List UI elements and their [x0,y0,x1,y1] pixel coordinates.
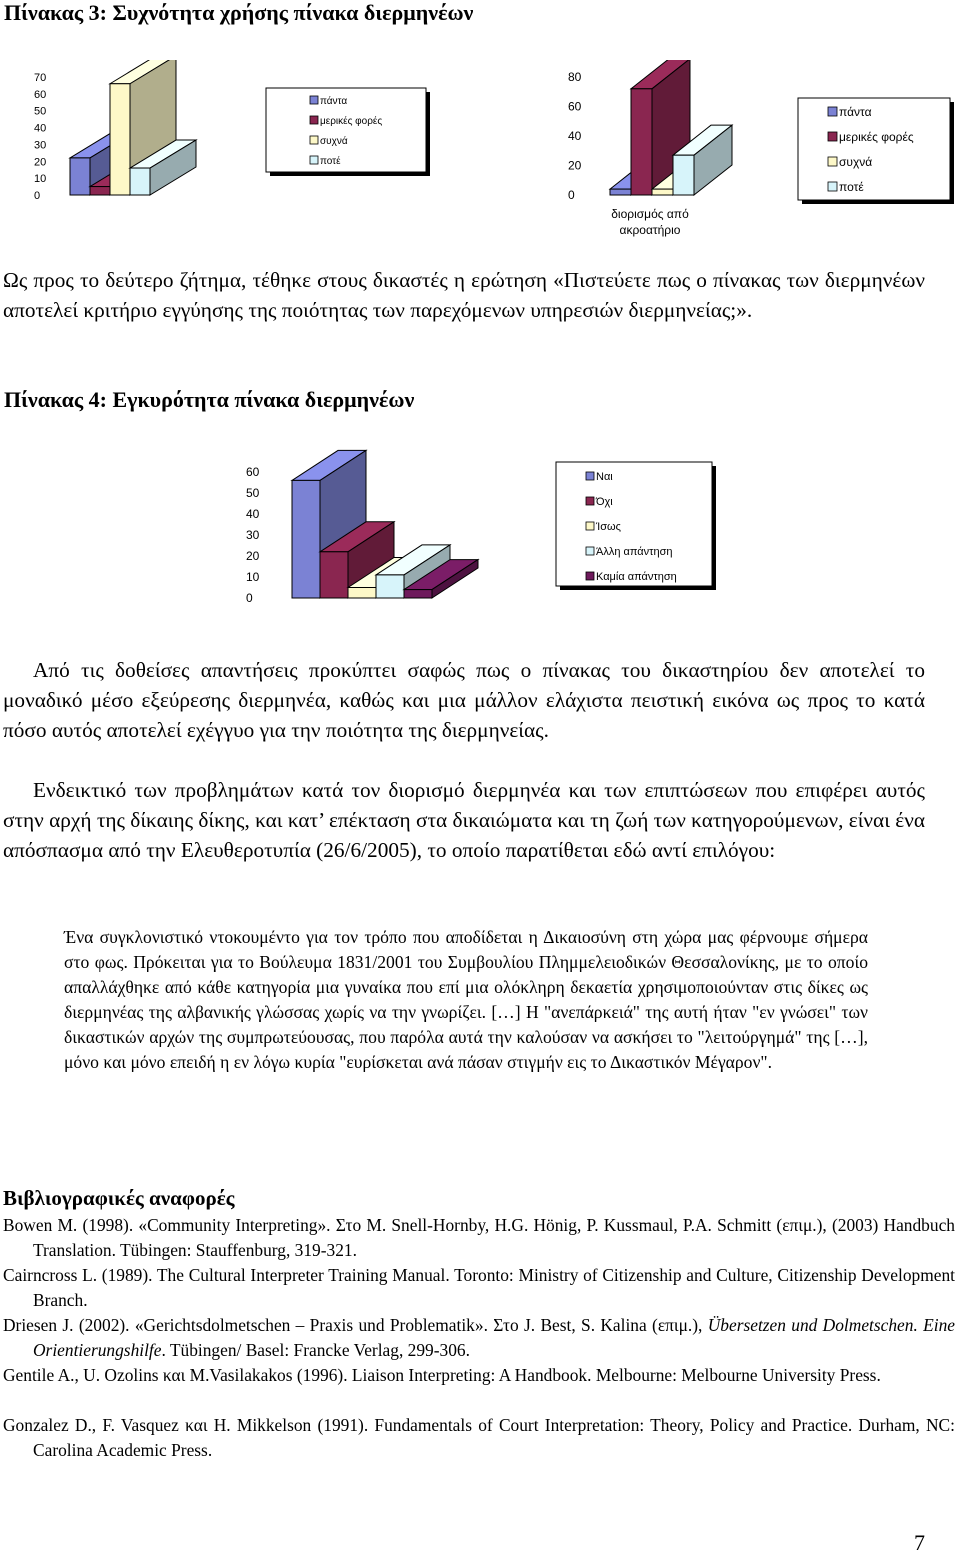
legend-label: μερικές φορές [839,130,914,144]
y-tick-label: 20 [246,549,260,563]
y-tick-label: 60 [246,465,260,479]
table3-caption: Πίνακας 3: Συχνότητα χρήσης πίνακα διερμηνέων [4,0,474,25]
legend-box [556,462,712,586]
bar-μερικές-φορές [90,187,110,195]
legend-label: πάντα [320,96,348,107]
bar-μερικές-φορές [631,89,652,195]
reference-item: Cairncross L. (1989). The Cultural Interpreter Training Manual. Toronto: Ministry of Citizenship and Culture, Citizenship Development Branch. [3,1265,955,1310]
chart-validity [230,440,730,620]
legend-swatch [310,136,318,144]
y-tick-label: 20 [568,158,582,173]
reference-item: Gentile A., U. Ozolins και M.Vasilakakos (1996). Liaison Interpreting: A Handbook. Melbourne: Melbourne University Press. [3,1365,881,1385]
paragraph-conclusion: Από τις δοθείσες απαντήσεις προκύπτει σαφώς πως ο πίνακας του δικαστηρίου δεν αποτελεί το μοναδικό μέσο εξεύρεσης διερμηνέα, καθώς και μια μάλλον ελάχιστα πειστική εικόνα ως προς το κατά πόσο αυτός αποτελεί εχέγγυο για την ποιότητα της διερμηνείας. [3,658,925,742]
bar-συχνά [110,84,130,195]
bar-Καμία-απάντηση [404,590,432,598]
chart-frequency-left [0,60,440,210]
bar-πάντα [610,189,631,195]
y-tick-label: 30 [34,139,47,152]
legend-label: Ίσως [596,521,621,533]
reference-item: Gonzalez D., F. Vasquez και H. Mikkelson (1991). Fundamentals of Court Interpretation: Theory, Policy and Practice. Durham, NC: Carolina Academic Press. [3,1415,955,1460]
y-tick-label: 30 [246,528,260,542]
legend-label: συχνά [320,136,348,147]
legend-label: Άλλη απάντηση [596,546,673,558]
legend-label: μερικές φορές [320,116,383,127]
legend-swatch [586,572,594,580]
legend-label: συχνά [839,155,873,169]
y-tick-label: 50 [246,486,260,500]
legend-swatch [310,96,318,104]
bar-συχνά [652,189,673,195]
bar-πάντα [70,158,90,195]
page-number: 7 [914,1530,925,1555]
legend-swatch [828,107,837,116]
y-tick-label: 10 [246,570,260,584]
bar-ποτέ [130,168,150,195]
bar-Άλλη-απάντηση [376,575,404,598]
y-tick-label: 50 [34,105,47,118]
reference-text: Driesen J. (2002). «Gerichtsdolmetschen – Praxis und Problematik». Στο J. Best, S. Kalina (επιμ.), [3,1315,708,1335]
legend-swatch [586,547,594,555]
bar-Ναι [292,480,320,598]
y-tick-label: 40 [568,129,582,143]
paragraph-question: Ως προς το δεύτερο ζήτημα, τέθηκε στους δικαστές η ερώτηση «Πιστεύετε πως ο πίνακας των διερμηνέων αποτελεί κριτήριο εγγύησης της ποιότητας των παρεχόμενων υπηρεσιών διερμηνείας;». [3,268,925,322]
chart-frequency-right [540,60,960,250]
legend-label: πάντα [839,105,872,119]
references-title: Βιβλιογραφικές αναφορές [3,1186,235,1210]
legend-label: Ναι [596,471,613,483]
legend-swatch [310,156,318,164]
x-category-label: διορισμός από [611,207,689,221]
legend-swatch [310,116,318,124]
legend-box [798,98,950,200]
legend-label: ποτέ [839,180,864,194]
bar-Όχι [320,552,348,598]
block-quote: Ένα συγκλονιστικό ντοκουμέντο για τον τρόπο που αποδίδεται η Δικαιοσύνη στη χώρα μας φέρνουμε σήμερα στο φως. Πρόκειται για το Βούλευμα 1831/2001 του Συμβουλίου Πλημμελειοδικών Θεσσαλονίκης, με το οποίο απαλλάχθηκε από κάθε κατηγορία μια γυναίκα που επί μια ολόκληρη δεκαετία χρησιμοποιούνταν στις δίκες ως διερμηνέας της αλβανικής γλώσσας χωρίς να την γνωρίζει. […] Η "ανεπάρκειά" της αυτή ήταν "εν γνώσει" των δικαστικών αρχών της συμπρωτεύουσας, που παρόλα αυτά την καλούσαν να ασκήσει το "λειτούργημά" της […], μόνο και μόνο επειδή η εν λόγω κυρία "ευρίσκεται ανά πάσαν στιγμήν εις το Δικαστικόν Μέγαρον". [64,927,868,1072]
paragraph-excerpt-intro: Ενδεικτικό των προβλημάτων κατά τον διορισμό διερμηνέα και των επιπτώσεων που επιφέρει αυτός στην αρχή της δίκαιης δίκης, και κατ’ επέκταση στα δικαιώματα και τη ζωή των κατηγορούμενων, είναι ένα απόσπασμα από την Ελευθεροτυπία (26/6/2005), το οποίο παρατίθεται εδώ αντί επιλόγου: [3,778,925,862]
bar-Ίσως [348,588,376,599]
reference-text: . Tübingen/ Basel: Francke Verlag, 299-306. [161,1340,470,1360]
y-tick-label: 60 [568,99,582,114]
reference-book-title: Übersetzen und Dolmetschen. Eine Orientierungshilfe [33,1315,955,1360]
bar-ποτέ [673,155,694,195]
reference-item: Bowen M. (1998). «Community Interpreting». Στο M. Snell-Hornby, H.G. Hönig, P. Kussmaul, P.A. Schmitt (επιμ.), (2003) Handbuch Translation. Tübingen: Stauffenburg, 319-321. [3,1215,955,1260]
legend-swatch [586,472,594,480]
y-tick-label: 70 [34,72,47,84]
legend-swatch [828,182,837,191]
legend-swatch [828,132,837,141]
x-category-label: ακροατήριο [619,223,681,237]
y-tick-label: 0 [246,591,253,605]
y-tick-label: 80 [568,70,582,84]
y-tick-label: 10 [34,173,47,186]
legend-swatch [586,522,594,530]
table4-caption: Πίνακας 4: Εγκυρότητα πίνακα διερμηνέων [4,387,415,412]
y-tick-label: 0 [34,190,41,202]
y-tick-label: 60 [34,88,47,101]
legend-swatch [586,497,594,505]
y-tick-label: 40 [34,122,47,135]
legend-swatch [828,157,837,166]
reference-item [3,1313,955,1363]
legend-label: Καμία απάντηση [596,571,677,583]
legend-label: ποτέ [320,156,341,167]
y-tick-label: 0 [568,188,575,202]
y-tick-label: 20 [34,156,47,169]
legend-label: Όχι [596,496,613,508]
y-tick-label: 40 [246,507,260,521]
